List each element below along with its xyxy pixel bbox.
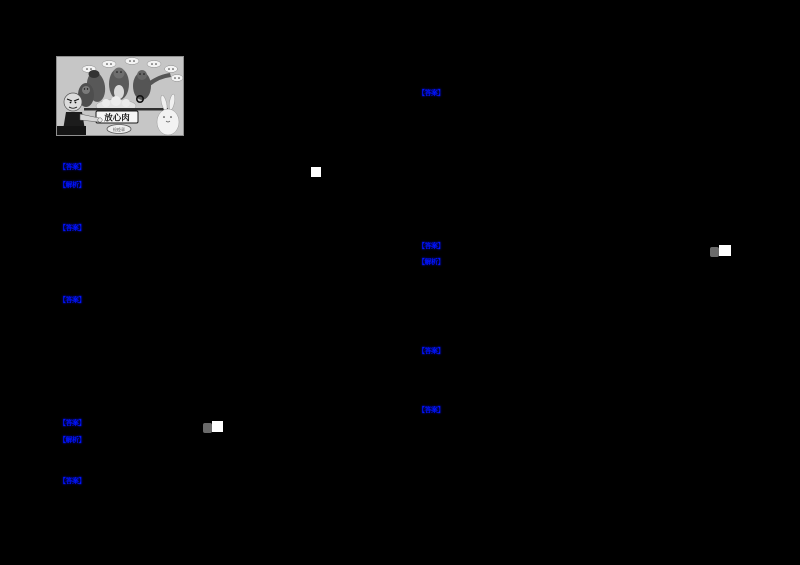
inline-gray-glyph: [203, 423, 212, 433]
explanation-link[interactable]: 【解析】: [59, 182, 85, 189]
cartoon-image: [56, 56, 184, 136]
answer-link[interactable]: 【答案】: [418, 348, 444, 355]
cartoon-drawing: [56, 56, 184, 136]
stamp-sign: [107, 125, 131, 134]
answer-link[interactable]: 【答案】: [418, 90, 444, 97]
answer-link[interactable]: 【答案】: [59, 297, 85, 304]
dark-table: [56, 126, 86, 136]
answer-link[interactable]: 【答案】: [59, 164, 85, 171]
answer-link[interactable]: 【答案】: [59, 478, 85, 485]
meat-sign-text: 放心肉: [104, 112, 130, 123]
answer-link[interactable]: 【答案】: [59, 225, 85, 232]
answer-link[interactable]: 【答案】: [418, 243, 444, 250]
answer-link[interactable]: 【答案】: [418, 407, 444, 414]
explanation-link[interactable]: 【解析】: [418, 259, 444, 266]
stamp-sign-text: 检疫章: [113, 126, 125, 132]
meat-sign: [96, 111, 138, 123]
inline-gray-glyph: [710, 247, 719, 257]
inline-blank-box: [311, 167, 321, 177]
explanation-link[interactable]: 【解析】: [59, 437, 85, 444]
inline-blank-box: [719, 245, 731, 256]
counter-edge: [84, 108, 168, 111]
answer-link[interactable]: 【答案】: [59, 420, 85, 427]
inline-blank-box: [212, 421, 223, 432]
